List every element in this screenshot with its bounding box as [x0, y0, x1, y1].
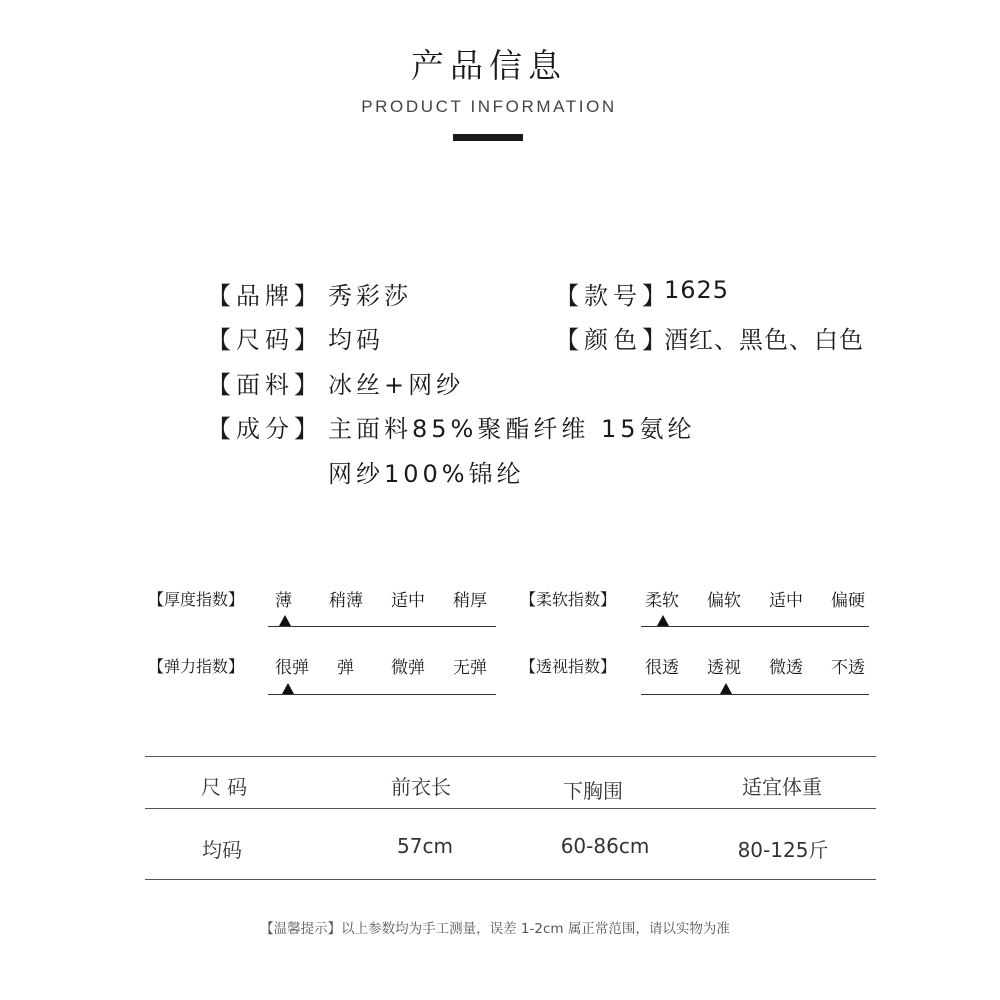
softness-index-label: 【柔软指数】 [520, 590, 617, 609]
elasticity-index-label: 【弹力指数】 [148, 657, 245, 676]
size-label: 【尺码】 [207, 326, 323, 354]
measurement-note: 【温馨提示】以上参数均为手工测量，误差 1-2cm 属正常范围，请以实物为准 [260, 921, 730, 937]
transparency-option: 很透 [645, 658, 679, 678]
transparency-option: 透视 [707, 658, 741, 678]
transparency-option: 微透 [769, 658, 803, 678]
elasticity-selected-marker-icon [282, 683, 294, 694]
table-header-underbust: 下胸围 [563, 779, 623, 803]
fabric-value: 冰丝+网纱 [328, 371, 465, 399]
elasticity-option: 弹 [337, 658, 354, 678]
brand-label: 【品牌】 [207, 282, 323, 310]
thickness-option: 薄 [275, 591, 292, 611]
color-value: 酒红、黑色、白色 [664, 326, 864, 354]
softness-option: 柔软 [645, 591, 679, 611]
thickness-selected-marker-icon [279, 615, 291, 626]
elasticity-scale-line [268, 694, 496, 695]
elasticity-option: 微弹 [391, 658, 425, 678]
softness-option: 偏硬 [831, 591, 865, 611]
table-top-rule [145, 756, 876, 757]
table-cell: 均码 [202, 838, 242, 862]
thickness-option: 适中 [391, 591, 425, 611]
transparency-selected-marker-icon [720, 683, 732, 694]
table-cell: 80-125斤 [737, 838, 829, 862]
table-header-weight: 适宜体重 [742, 775, 822, 799]
transparency-scale-line [641, 694, 869, 695]
model-label: 【款号】 [555, 282, 671, 310]
page-title: 产品信息 [411, 46, 567, 85]
table-cell: 57cm [397, 834, 453, 858]
composition-value-line2: 网纱100%锦纶 [328, 460, 525, 488]
softness-scale-line [641, 626, 869, 627]
color-label: 【颜色】 [555, 326, 671, 354]
page-subtitle: PRODUCT INFORMATION [361, 97, 617, 116]
table-header-rule [145, 808, 876, 809]
thickness-scale-line [268, 626, 496, 627]
thickness-index-label: 【厚度指数】 [148, 590, 245, 609]
thickness-option: 稍薄 [329, 591, 363, 611]
softness-option: 偏软 [707, 591, 741, 611]
softness-selected-marker-icon [657, 615, 669, 626]
elasticity-option: 无弹 [453, 658, 487, 678]
thickness-option: 稍厚 [453, 591, 487, 611]
transparency-option: 不透 [831, 658, 865, 678]
brand-value: 秀彩莎 [328, 282, 412, 310]
elasticity-option: 很弹 [275, 658, 309, 678]
title-divider-bar [453, 134, 523, 141]
fabric-label: 【面料】 [207, 371, 323, 399]
size-value: 均码 [328, 326, 384, 354]
model-value: 1625 [664, 276, 730, 304]
table-cell: 60-86cm [560, 834, 650, 858]
table-header-front-length: 前衣长 [391, 775, 451, 799]
composition-value-line1: 主面料85%聚酯纤维 15氨纶 [328, 415, 696, 443]
transparency-index-label: 【透视指数】 [520, 657, 617, 676]
table-header-size: 尺 码 [200, 775, 248, 799]
table-bottom-rule [145, 879, 876, 880]
softness-option: 适中 [769, 591, 803, 611]
composition-label: 【成分】 [207, 415, 323, 443]
